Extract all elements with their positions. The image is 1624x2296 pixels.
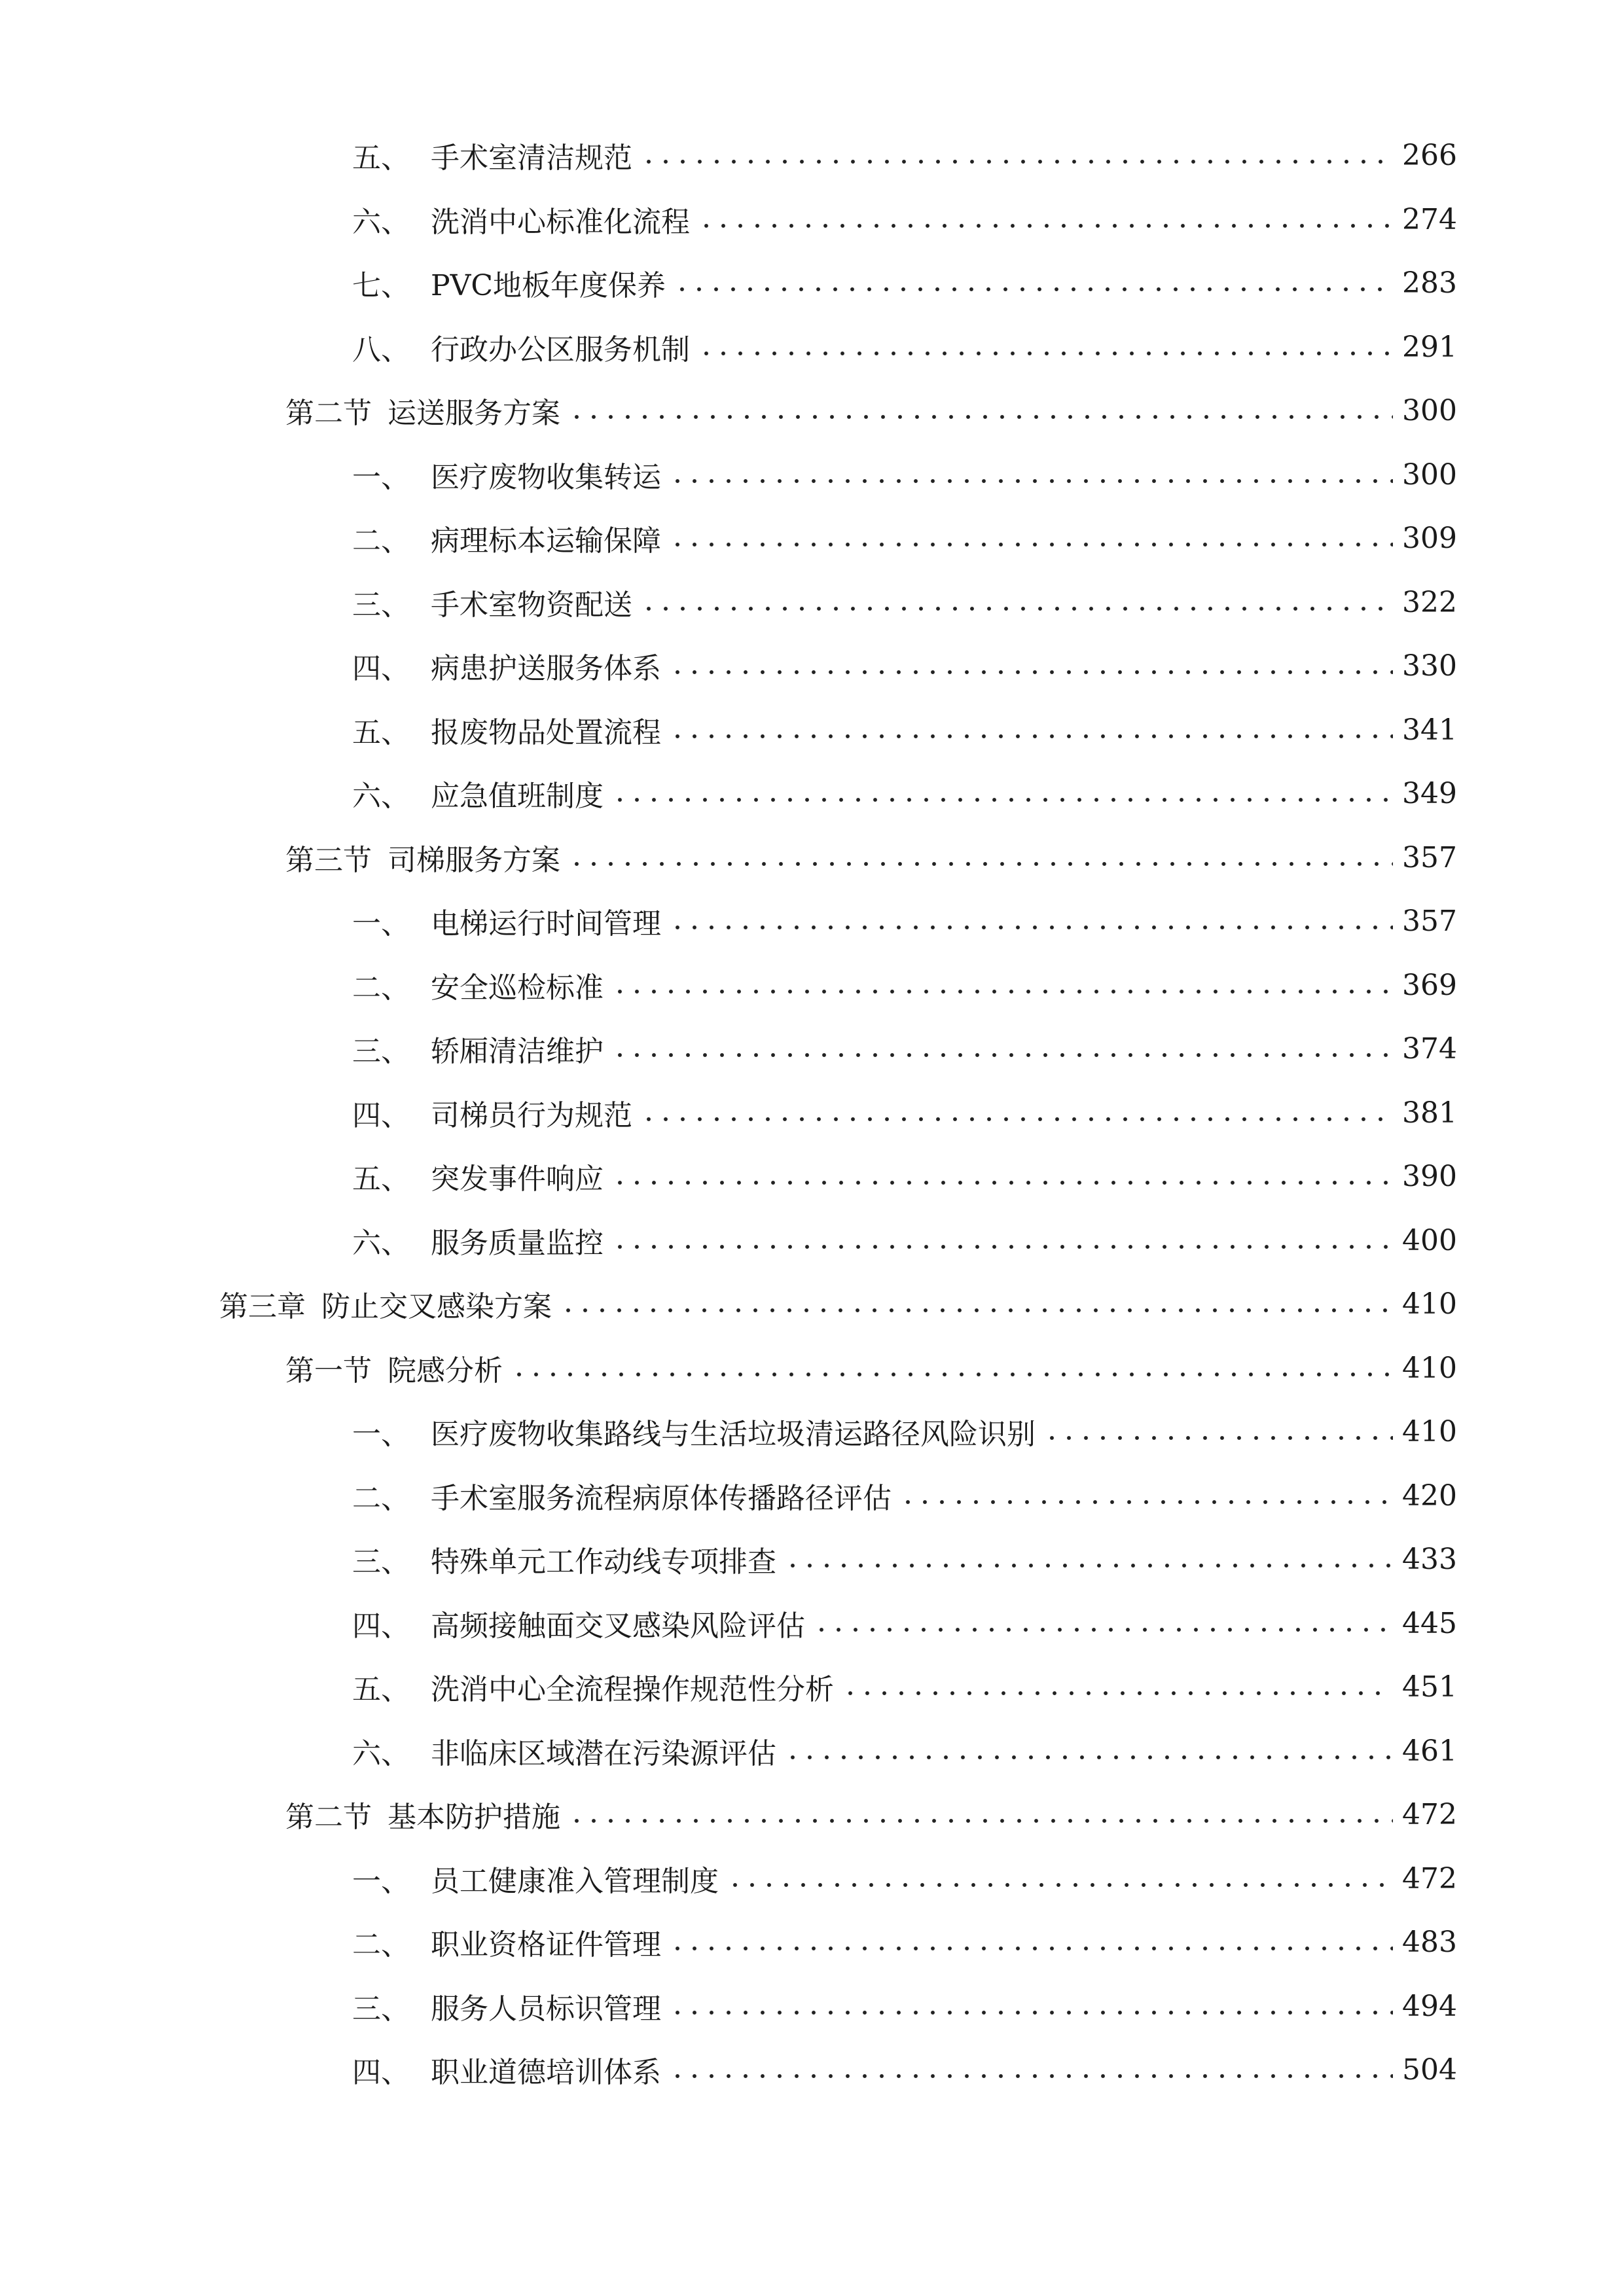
toc-entry[interactable]	[352, 198, 1457, 241]
toc-entry[interactable]	[352, 516, 1457, 560]
toc-entry-number: 五、	[352, 1162, 410, 1196]
toc-dot-leader	[669, 924, 1393, 931]
toc-dot-leader	[698, 223, 1393, 229]
toc-dot-leader	[640, 1116, 1393, 1122]
toc-entry-title: 司梯员行为规范	[431, 1099, 632, 1132]
toc-entry-number: 二、	[352, 1482, 410, 1515]
toc-dot-leader	[611, 988, 1393, 995]
toc-entry-number: 二、	[352, 971, 410, 1005]
toc-entry-title: 职业资格证件管理	[431, 1928, 661, 1962]
toc-entry-page-number: 357	[1402, 904, 1457, 938]
toc-entry-page-number: 420	[1402, 1479, 1457, 1513]
toc-entry-title: 高频接触面交叉感染风险评估	[431, 1609, 805, 1643]
toc-dot-leader	[669, 1945, 1393, 1952]
toc-entry[interactable]	[352, 134, 1457, 177]
toc-entry-title: 非临床区域潜在污染源评估	[431, 1737, 776, 1770]
toc-dot-leader	[611, 1052, 1393, 1058]
toc-entry-number: 一、	[352, 1418, 410, 1451]
toc-entry-page-number: 300	[1402, 457, 1457, 492]
toc-entry-number: 二、	[352, 1928, 410, 1962]
toc-entry[interactable]	[352, 1665, 1457, 1708]
toc-dot-leader	[784, 1562, 1393, 1569]
toc-entry[interactable]	[352, 261, 1457, 304]
toc-dot-leader	[899, 1499, 1393, 1505]
toc-entry-number: 四、	[352, 1099, 410, 1132]
toc-entry-title: 员工健康准入管理制度	[431, 1865, 719, 1898]
toc-entry-page-number: 357	[1402, 840, 1457, 874]
toc-dot-leader	[568, 861, 1393, 867]
toc-entry-page-number: 322	[1402, 585, 1457, 619]
toc-entry-title: 应急值班制度	[431, 780, 604, 813]
toc-entry[interactable]	[352, 325, 1457, 368]
toc-entry-number: 三、	[352, 1992, 410, 2026]
toc-entry-title: 运送服务方案	[388, 397, 560, 430]
toc-dot-leader	[611, 1179, 1393, 1186]
toc-dot-leader	[568, 1818, 1393, 1824]
toc-entry-title: 电梯运行时间管理	[431, 907, 661, 941]
toc-entry-number: 一、	[352, 461, 410, 494]
toc-entry-title: PVC地板年度保养	[431, 269, 666, 302]
toc-entry-page-number: 330	[1402, 649, 1457, 683]
toc-entry-title: 突发事件响应	[431, 1162, 604, 1196]
toc-dot-leader	[568, 414, 1393, 420]
toc-entry-title: 安全巡检标准	[431, 971, 604, 1005]
toc-entry-title: 报废物品处置流程	[431, 716, 661, 749]
toc-entry-number: 一、	[352, 1865, 410, 1898]
toc-entry[interactable]	[352, 772, 1457, 815]
toc-dot-leader	[669, 541, 1393, 548]
toc-entry[interactable]	[352, 1027, 1457, 1070]
toc-dot-leader	[560, 1307, 1393, 1314]
toc-entry-page-number: 494	[1402, 1989, 1457, 2023]
toc-entry[interactable]	[352, 453, 1457, 496]
toc-entry[interactable]	[285, 1793, 1457, 1836]
toc-entry-number: 四、	[352, 1609, 410, 1643]
toc-entry-page-number: 349	[1402, 776, 1457, 810]
toc-entry-title: 职业道德培训体系	[431, 2056, 661, 2089]
toc-entry-page-number: 483	[1402, 1925, 1457, 1959]
toc-entry[interactable]	[352, 644, 1457, 687]
toc-entry-number: 第一节	[285, 1354, 372, 1388]
toc-dot-leader	[611, 797, 1393, 803]
toc-entry-page-number: 381	[1402, 1096, 1457, 1130]
toc-entry-number: 三、	[352, 1035, 410, 1068]
toc-entry-page-number: 341	[1402, 713, 1457, 747]
toc-entry[interactable]	[352, 1155, 1457, 1198]
toc-entry[interactable]	[352, 1857, 1457, 1900]
toc-entry[interactable]	[352, 1984, 1457, 2028]
toc-entry-title: 医疗废物收集转运	[431, 461, 661, 494]
toc-entry[interactable]	[285, 836, 1457, 879]
toc-entry-title: 基本防护措施	[388, 1801, 560, 1834]
toc-entry-title: 院感分析	[388, 1354, 503, 1388]
toc-entry-number: 第二节	[285, 397, 372, 430]
toc-entry-page-number: 283	[1402, 266, 1457, 300]
toc-entry-page-number: 291	[1402, 330, 1457, 364]
toc-entry-title: 服务人员标识管理	[431, 1992, 661, 2026]
toc-entry[interactable]	[352, 1410, 1457, 1453]
toc-entry-number: 六、	[352, 206, 410, 239]
toc-entry-title: 手术室服务流程病原体传播路径评估	[431, 1482, 892, 1515]
toc-dot-leader	[1043, 1435, 1393, 1441]
toc-dot-leader	[698, 350, 1393, 357]
toc-dot-leader	[640, 605, 1393, 612]
toc-entry-number: 第三章	[219, 1290, 306, 1323]
toc-entry[interactable]	[352, 1219, 1457, 1262]
toc-entry[interactable]	[285, 1346, 1457, 1390]
toc-entry-title: 司梯服务方案	[388, 844, 560, 877]
toc-entry[interactable]	[285, 389, 1457, 432]
toc-entry-title: 洗消中心全流程操作规范性分析	[431, 1673, 834, 1706]
toc-entry-page-number: 472	[1402, 1861, 1457, 1895]
toc-dot-leader	[842, 1690, 1393, 1696]
toc-dot-leader	[669, 669, 1393, 675]
toc-entry-title: 病理标本运输保障	[431, 524, 661, 558]
toc-entry[interactable]	[352, 1537, 1457, 1581]
toc-dot-leader	[727, 1882, 1393, 1888]
toc-entry-number: 六、	[352, 1737, 410, 1770]
toc-entry-page-number: 461	[1402, 1734, 1457, 1768]
toc-entry-number: 四、	[352, 2056, 410, 2089]
toc-entry-page-number: 410	[1402, 1351, 1457, 1385]
toc-entry-number: 四、	[352, 652, 410, 685]
toc-entry-page-number: 410	[1402, 1287, 1457, 1321]
toc-entry-page-number: 451	[1402, 1670, 1457, 1704]
toc-entry[interactable]	[352, 1091, 1457, 1134]
toc-dot-leader	[813, 1626, 1393, 1633]
toc-dot-leader	[669, 478, 1393, 484]
toc-entry-number: 七、	[352, 269, 410, 302]
toc-dot-leader	[511, 1371, 1393, 1378]
toc-entry-title: 手术室物资配送	[431, 588, 632, 622]
toc-dot-leader	[669, 733, 1393, 740]
toc-entry-number: 三、	[352, 1545, 410, 1579]
toc-dot-leader	[784, 1754, 1393, 1761]
toc-dot-leader	[674, 286, 1393, 293]
toc-dot-leader	[669, 2073, 1393, 2079]
toc-entry-page-number: 400	[1402, 1223, 1457, 1257]
toc-entry-title: 手术室清洁规范	[431, 141, 632, 175]
toc-entry-page-number: 274	[1402, 202, 1457, 236]
toc-entry-number: 二、	[352, 524, 410, 558]
toc-entry-number: 第二节	[285, 1801, 372, 1834]
toc-entry-number: 五、	[352, 716, 410, 749]
toc-entry-number: 一、	[352, 907, 410, 941]
toc-entry-number: 六、	[352, 1227, 410, 1260]
toc-entry-page-number: 433	[1402, 1542, 1457, 1576]
toc-entry[interactable]	[352, 581, 1457, 624]
toc-entry-title: 特殊单元工作动线专项排查	[431, 1545, 776, 1579]
toc-entry-page-number: 300	[1402, 393, 1457, 427]
toc-dot-leader	[611, 1244, 1393, 1250]
toc-entry-number: 五、	[352, 141, 410, 175]
toc-entry-title: 医疗废物收集路线与生活垃圾清运路径风险识别	[431, 1418, 1036, 1451]
toc-entry[interactable]	[352, 899, 1457, 942]
toc-entry[interactable]	[352, 1729, 1457, 1772]
toc-entry-number: 第三节	[285, 844, 372, 877]
toc-entry[interactable]	[352, 1474, 1457, 1517]
toc-entry[interactable]	[352, 2048, 1457, 2091]
toc-entry[interactable]	[352, 963, 1457, 1007]
toc-entry-page-number: 374	[1402, 1031, 1457, 1066]
toc-entry-page-number: 472	[1402, 1797, 1457, 1831]
toc-entry-page-number: 309	[1402, 521, 1457, 555]
toc-entry-title: 行政办公区服务机制	[431, 333, 690, 367]
toc-entry-number: 八、	[352, 333, 410, 367]
toc-entry-page-number: 445	[1402, 1606, 1457, 1640]
toc-entry-page-number: 369	[1402, 968, 1457, 1002]
toc-entry-number: 六、	[352, 780, 410, 813]
toc-entry-page-number: 266	[1402, 138, 1457, 172]
toc-entry[interactable]	[352, 708, 1457, 751]
toc-entry[interactable]	[352, 1920, 1457, 1964]
toc-entry[interactable]	[352, 1602, 1457, 1645]
toc-entry-number: 三、	[352, 588, 410, 622]
toc-dot-leader	[640, 158, 1393, 165]
toc-entry-title: 轿厢清洁维护	[431, 1035, 604, 1068]
toc-entry-number: 五、	[352, 1673, 410, 1706]
toc-entry-title: 防止交叉感染方案	[321, 1290, 552, 1323]
toc-entry-title: 病患护送服务体系	[431, 652, 661, 685]
toc-entry-page-number: 410	[1402, 1414, 1457, 1448]
toc-dot-leader	[669, 2009, 1393, 2016]
toc-entry-page-number: 390	[1402, 1159, 1457, 1193]
toc-entry-title: 洗消中心标准化流程	[431, 206, 690, 239]
toc-entry-page-number: 504	[1402, 2053, 1457, 2087]
toc-entry[interactable]	[219, 1282, 1457, 1325]
toc-entry-title: 服务质量监控	[431, 1227, 604, 1260]
